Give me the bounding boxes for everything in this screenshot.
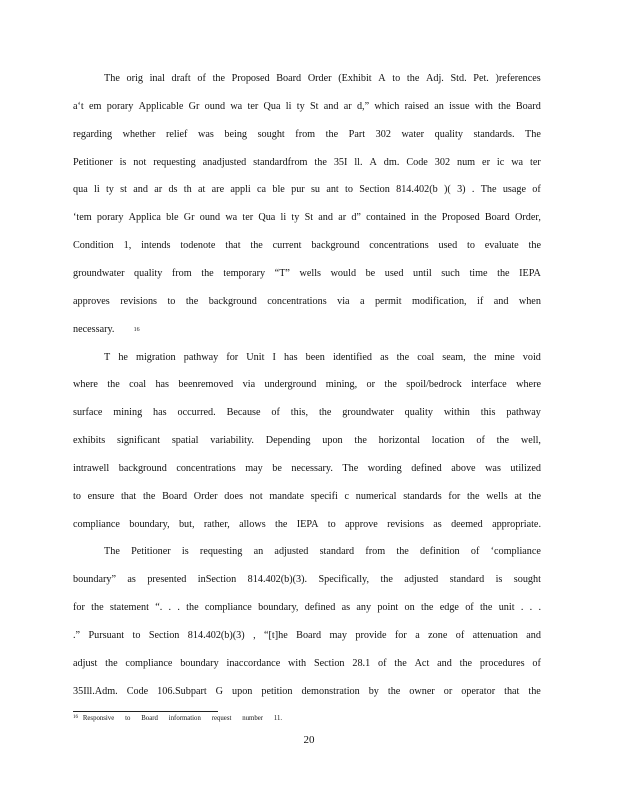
text-line: regarding whether relief was being sought from the Part 302 water quality standards. The [73,128,541,140]
text-line: Petitioner is not requesting anadjusted standardfrom the 35I ll. A dm. Code 302 num er ic wa ter [73,156,541,168]
text-line: The orig inal draft of the Proposed Board Order (Exhibit A to the Adj. Std. Pet. )references [104,73,541,84]
text-line: compliance boundary, but, rather, allows the IEPA to approve revisions as deemed appropriate. [73,518,541,530]
text-line: surface mining has occurred. Because of this, the groundwater quality within this pathway [73,407,541,419]
text-line: 35Ill.Adm. Code 106.Subpart G upon petition demonstration by the owner or operator that the [73,685,541,697]
text-line: ‘tem porary Applica ble Gr ound wa ter Qua li ty St and ar d” contained in the Proposed Board Order, [73,212,541,224]
text-line: .” Pursuant to Section 814.402(b)(3) , “[t]he Board may provide for a zone of attenuation and [73,630,541,641]
footnote-divider [73,711,218,712]
text-line: a‘t em porary Applicable Gr ound wa ter Qua li ty St and ar d,” which raised an issue with the Board [73,100,541,112]
page-number: 20 [303,734,315,746]
text-line: where the coal has beenremoved via underground mining, or the spoil/bedrock interface where [73,379,541,391]
text-line: to ensure that the Board Order does not mandate specifi c numerical standards for the wells at the [73,490,541,502]
footnote-number: 16 [73,715,78,720]
text-line: groundwater quality from the temporary “T” wells would be used until such time the IEPA [73,267,541,279]
text-line: necessary. 16 [73,323,140,335]
text-line: for the statement “. . . the compliance boundary, defined as any point on the edge of the unit . . . [73,602,541,614]
text-line: The Petitioner is requesting an adjusted standard from the definition of ‘compliance [104,546,541,558]
text-line: adjust the compliance boundary inaccordance with Section 28.1 of the Act and the procedures of [73,657,541,669]
text-line: qua li ty st and ar ds th at are appli ca ble pur su ant to Section 814.402(b )( 3) . The usage of [73,184,541,196]
footnote-text: Responsive to Board information request number 11. [82,715,283,722]
text-line: T he migration pathway for Unit I has been identified as the coal seam, the mine void [104,351,541,363]
footnote [73,715,373,722]
footnote-reference: 16 [133,326,140,333]
text-line: intrawell background concentrations may be necessary. The wording defined above was utilized [73,462,541,474]
text-line: boundary” as presented inSection 814.402(b)(3). Specifically, the adjusted standard is sought [73,574,541,586]
text-line: exhibits significant spatial variability. Depending upon the horizontal location of the well, [73,435,541,447]
text-line: approves revisions to the background concentrations via a permit modification, if and when [73,295,541,307]
text-line: Condition 1, intends todenote that the current background concentrations used to evaluate the [73,240,541,252]
